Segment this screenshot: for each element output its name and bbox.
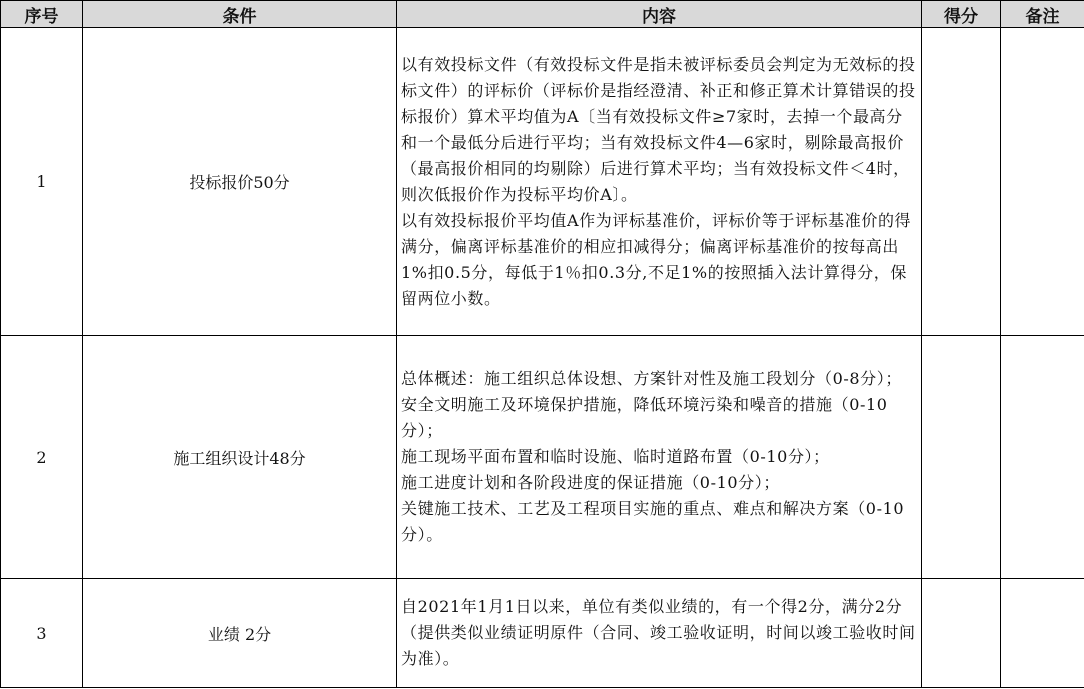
row-content	[397, 579, 922, 688]
header-condition: 条件	[83, 1, 397, 28]
content-paragraph: 以有效投标文件（有效投标文件是指未被评标委员会判定为无效标的投标文件）的评标价（评标价是指经澄清、补正和修正算术计算错误的投标报价）算术平均值为A〔当有效投标文件≥7家时，去掉一个最高分和一个最低分后进行平均；当有效投标文件4—6家时，剔除最高报价（最高报价相同的均剔除）后进行算术平均；当有效投标文件＜4时，则次低报价作为投标平均价A〕。	[401, 54, 916, 204]
row-score	[922, 336, 1001, 579]
table-row	[1, 336, 1084, 579]
row-number: 2	[1, 336, 83, 579]
row-remark	[1001, 28, 1084, 336]
row-condition: 业绩 2分	[83, 579, 397, 688]
row-score	[922, 579, 1001, 688]
table-row	[1, 579, 1084, 688]
row-remark	[1001, 336, 1084, 579]
header-no: 序号	[1, 1, 83, 28]
content-paragraph: 施工进度计划和各阶段进度的保证措施（0-10分）；	[401, 473, 780, 492]
row-remark	[1001, 579, 1084, 688]
header-row	[1, 1, 1084, 28]
row-condition: 施工组织设计48分	[83, 336, 397, 579]
row-condition: 投标报价50分	[83, 28, 397, 336]
header-content: 内容	[397, 1, 922, 28]
row-number: 3	[1, 579, 83, 688]
content-paragraph: 关键施工技术、工艺及工程项目实施的重点、难点和解决方案（0-10分）。	[401, 499, 905, 544]
content-paragraph: 自2021年1月1日以来，单位有类似业绩的，有一个得2分，满分2分（提供类似业绩证明原件（合同、竣工验收证明，时间以竣工验收时间为准）。	[401, 597, 916, 668]
content-paragraph: 以有效投标报价平均值A作为评标基准价，评标价等于评标基准价的得满分，偏离评标基准价的相应扣减得分；偏离评标基准价的按每高出1%扣0.5分，每低于1％扣0.3分,不足1%的按照插入法计算得分，保留两位小数。	[401, 210, 912, 308]
row-number: 1	[1, 28, 83, 336]
content-paragraph: 施工现场平面布置和临时设施、临时道路布置（0-10分）；	[401, 447, 830, 466]
content-paragraph: 总体概述：施工组织总体设想、方案针对性及施工段划分（0-8分）；	[401, 369, 902, 388]
row-score	[922, 28, 1001, 336]
row-content	[397, 28, 922, 336]
content-paragraph: 安全文明施工及环境保护措施，降低环境污染和噪音的措施（0-10分）；	[401, 395, 888, 440]
row-content	[397, 336, 922, 579]
header-score: 得分	[922, 1, 1001, 28]
header-remark: 备注	[1001, 1, 1084, 28]
table-row	[1, 28, 1084, 336]
